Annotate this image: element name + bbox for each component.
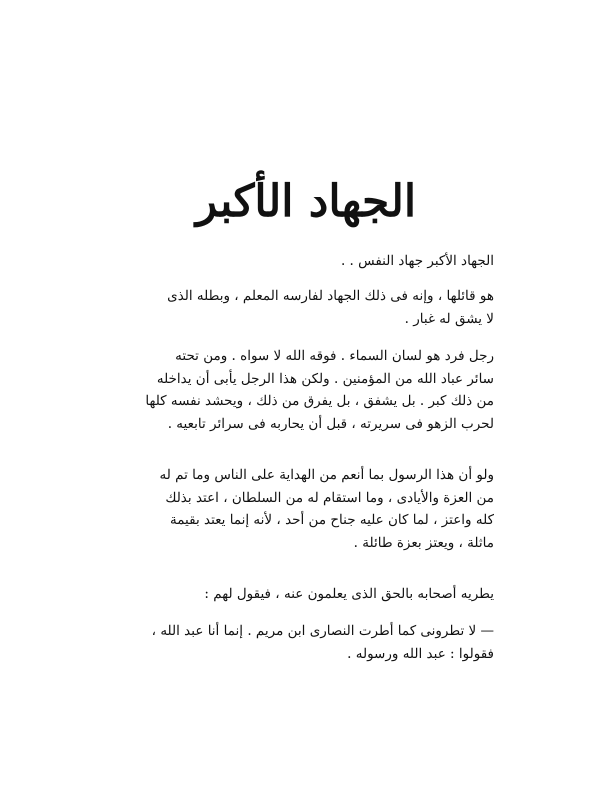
- text-line: سائر عباد الله من المؤمنين . ولكن هذا الرجل يأبى أن يداخله: [156, 370, 494, 387]
- paragraph-4: [98, 464, 494, 554]
- text-line: الجهاد الأكبر جهاد النفس . .: [340, 253, 494, 269]
- paragraph-1: [98, 250, 494, 273]
- paragraph-2: [98, 285, 494, 330]
- paragraph-5: [98, 583, 494, 606]
- text-line: لا يشق له غبار .: [404, 310, 494, 327]
- page-title: الجهاد الأكبر: [195, 176, 417, 227]
- paragraph-3: [98, 345, 494, 435]
- text-line: ماثلة ، ويعتز بعزة طائلة .: [353, 534, 494, 551]
- paragraph-6: [98, 620, 494, 665]
- text-line: من العزة والأيادى ، وما استقام له من السلطان ، اعتد بذلك: [165, 489, 494, 506]
- text-line: ولو أن هذا الرسول بما أنعم من الهداية على الناس وما تم له: [159, 467, 494, 483]
- text-line: — لا تطرونى كما أطرت النصارى ابن مريم . إنما أنا عبد الله ،: [151, 623, 494, 639]
- text-line: هو قائلها ، وإنه فى ذلك الجهاد لفارسه المعلم ، وبطله الذى: [167, 288, 494, 304]
- text-line: يطريه أصحابه بالحق الذى يعلمون عنه ، فيقول لهم :: [204, 586, 494, 602]
- text-line: كله واعتز ، لما كان عليه جناح من أحد ، لأنه إنما يعتد بقيمة: [170, 512, 494, 528]
- text-line: فقولوا : عبد الله ورسوله .: [347, 645, 494, 662]
- text-line: رجل فرد هو لسان السماء . فوقه الله لا سواه . ومن تحته: [175, 348, 494, 364]
- text-line: من ذلك كبر . بل يشفق ، بل يفرق من ذلك ، ويحشد نفسه كلها: [145, 393, 494, 409]
- text-line: لحرب الزهو فى سريرته ، قبل أن يحاربه فى سرائر تابعيه .: [167, 415, 494, 432]
